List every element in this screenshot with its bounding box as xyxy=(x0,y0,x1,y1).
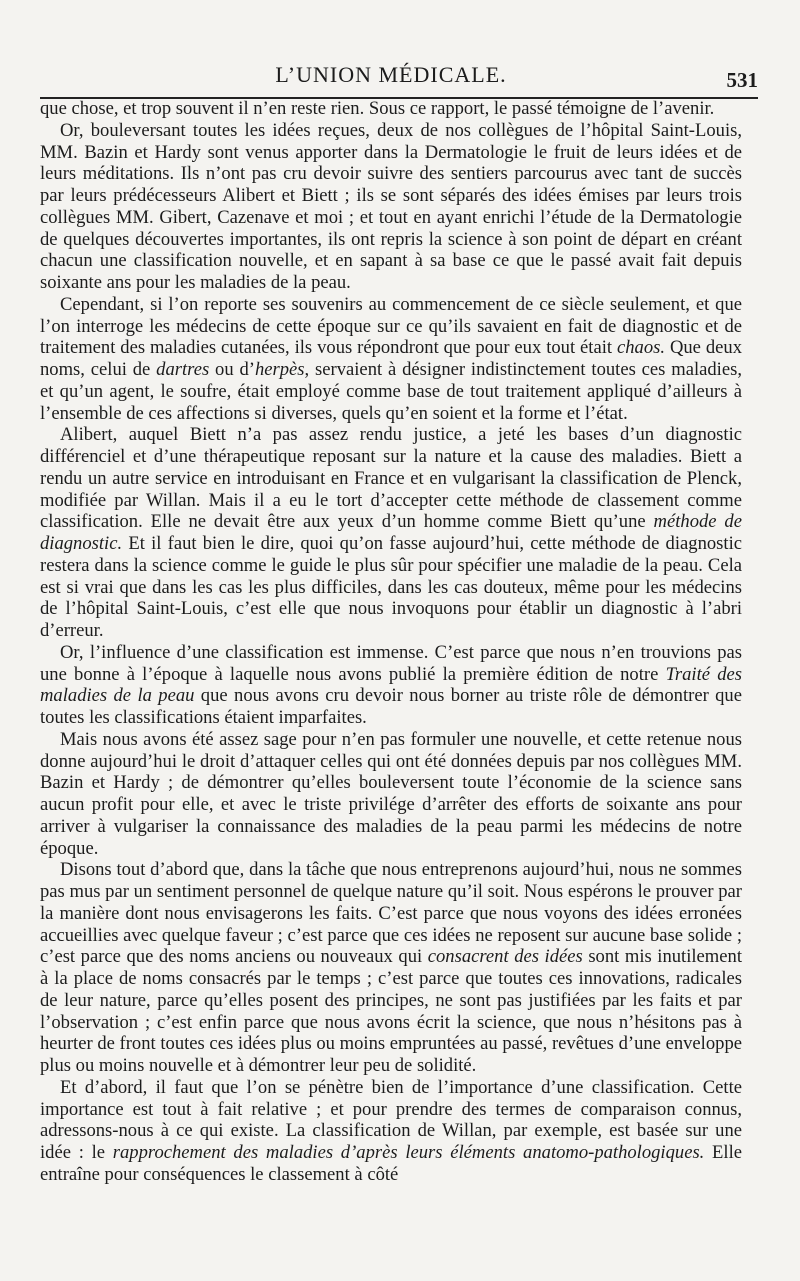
italic-text: Traité des maladies de la peau xyxy=(40,663,742,707)
italic-text: méthode de diagnostic. xyxy=(40,511,742,554)
paragraph xyxy=(40,729,742,860)
paragraph-text: Et d’abord, il faut que l’on se pénètre bien de l’importance d’une classification. Cette importance est tout à fait relative ; et pour prendre des termes de comparaison connus, adressons-nous à ce qui existe. La classification de Willan, par exemple, est basée sur une idée : le xyxy=(40,1076,742,1163)
paragraph-text: Cependant, si l’on reporte ses souvenirs au commencement de ce siècle seulement, et que l’on interroge les médecins de cette époque sur ce qu’ils savaient en fait de diagnostic et de traitement des maladies cutanées, ils vous répondront que pour eux tout était xyxy=(40,293,742,359)
paragraph xyxy=(40,424,742,642)
paragraph xyxy=(40,642,742,729)
paragraph-text: Or, bouleversant toutes les idées reçues, deux de nos collègues de l’hôpital Saint-Louis, MM. Bazin et Hardy sont venus apporter dans la Dermatologie le fruit de leurs idées et de leurs méditations. Ils n’ont pas cru devoir suivre des sentiers parcourus avec tant de succès par leurs prédécesseurs Alibert et Biett ; ils se sont séparés des idées émises par leurs trois collègues MM. Gibert, Cazenave et moi ; et tout en ayant enrichi l’étude de la Dermatologie de quelques découvertes importantes, ils ont repris la science à son point de départ en créant chacun une classification nouvelle, et en sapant à sa base ce que le passé avait fait depuis soixante ans pour les maladies de la peau. xyxy=(40,119,742,293)
page-number: 531 xyxy=(726,68,758,92)
paragraph-text: que chose, et trop souvent il n’en reste rien. Sous ce rapport, le passé témoigne de l’avenir. xyxy=(40,98,715,119)
paragraph-text: ou d’ xyxy=(209,359,255,380)
page-header xyxy=(40,0,758,98)
paragraph-text: Mais nous avons été assez sage pour n’en pas formuler une nouvelle, et cette retenue nous donne aujourd’hui le droit d’attaquer celles qui ont été données depuis par nos collègues MM. Bazin et Hardy ; de démontrer qu’elles bouleversent toute l’économie de la science sans aucun profit pour elle, et avec le triste privilége d’arrêter des efforts de soixante ans pour arriver à vulgariser la connaissance des maladies de la peau parmi les médecins de notre époque. xyxy=(40,728,742,859)
paragraph-text: Elle entraîne pour conséquences le classement à côté xyxy=(40,1142,743,1185)
paragraph-text: Disons tout d’abord que, dans la tâche que nous entreprenons aujourd’hui, nous ne sommes pas mus par un sentiment personnel de quelque nature qu’il soit. Nous espérons le prouver par la manière dont nous envisagerons les faits. C’est parce que nous voyons des idées erronées accueillies avec quelque faveur ; c’est parce que ces idées ne reposent sur aucune base solide ; c’est parce que des noms anciens ou nouveaux qui xyxy=(40,859,742,968)
italic-text: herpès xyxy=(254,359,305,380)
italic-text: dartres xyxy=(156,359,210,380)
paragraph xyxy=(40,1077,742,1186)
italic-text: consacrent des idées xyxy=(427,946,583,968)
paragraph-text: que nous avons cru devoir nous borner au triste rôle de démontrer que toutes les classifications étaient imparfaites. xyxy=(40,685,742,728)
paragraph-text: Que deux noms, celui de xyxy=(40,337,743,380)
paragraph-text: , servaient à désigner indistinctement toutes ces maladies, et qu’un agent, le soufre, était employé comme base de tout traitement appliqué d’ailleurs à l’ensemble de ces affections si diverses, quels qu’en soient et la forme et l’état. xyxy=(40,359,742,424)
paragraph xyxy=(40,98,742,120)
paragraph-text: Alibert, auquel Biett n’a pas assez rendu justice, a jeté les bases d’un diagnostic différenciel et d’une thérapeutique reposant sur la nature et la cause des maladies. Biett a rendu un autre service en introduisant en France et en vulgarisant la classification de Plenck, modifiée par Willan. Mais il a eu le tort d’accepter cette méthode de classement comme classification. Elle ne devait être aux yeux d’un homme comme Biett qu’une xyxy=(40,424,742,533)
italic-text: rapprochement des maladies d’après leurs éléments anatomo-pathologiques. xyxy=(112,1142,705,1163)
running-title: L’UNION MÉDICALE. xyxy=(275,62,507,87)
paragraph xyxy=(40,294,742,425)
paragraph-text: Et il faut bien le dire, quoi qu’on fasse aujourd’hui, cette méthode de diagnostic restera dans la science comme le guide le plus sûr pour spécifier une maladie de la peau. Cela est si vrai que dans les cas les plus difficiles, dans les cas douteux, même pour les médecins de l’hôpital Saint-Louis, c’est elle que nous invoquons pour établir un diagnostic à l’abri d’erreur. xyxy=(40,533,742,641)
italic-text: chaos. xyxy=(617,337,666,359)
paragraph-text: Or, l’influence d’une classification est immense. C’est parce que nous n’en trouvions pas une bonne à l’époque à laquelle nous avons publié la première édition de notre xyxy=(40,641,742,685)
paragraph-text: sont mis inutilement à la place de noms consacrés par le temps ; c’est parce que toutes ces innovations, radicales de leur nature, parce qu’elles posent des principes, ne sont pas justifiées par les faits et par l’observation ; c’est enfin parce que nous avons écrit la science, que nous n’hésitons pas à heurter de front toutes ces idées plus ou moins empruntées au passé, revêtues d’une enveloppe plus ou moins nouvelle et à démontrer leur peu de solidité. xyxy=(40,946,742,1076)
header-rule xyxy=(40,97,758,99)
body-text xyxy=(40,98,742,1186)
paragraph xyxy=(40,120,742,294)
paragraph xyxy=(40,859,742,1077)
